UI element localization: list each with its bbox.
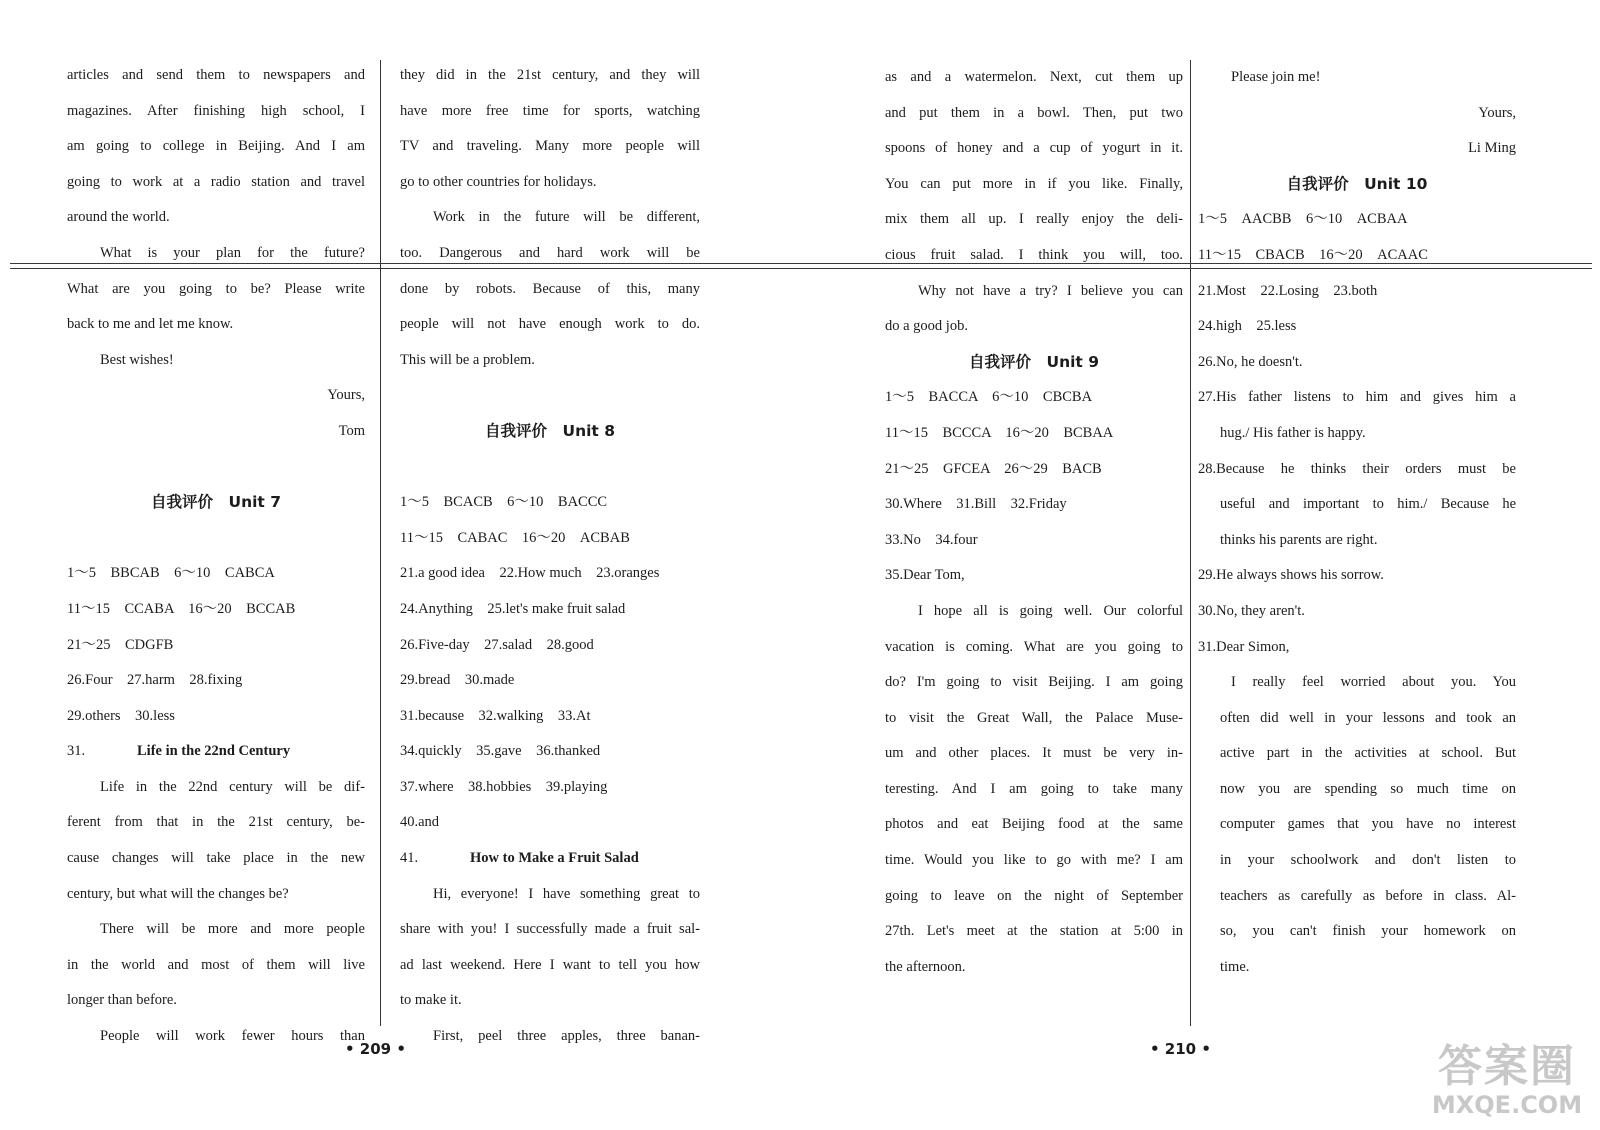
line-text: Yours,	[1478, 104, 1516, 121]
text-line	[67, 841, 365, 877]
text-line	[885, 452, 1183, 488]
line-text: 26.Four 27.harm 28.fixing	[67, 672, 243, 689]
column-1	[67, 58, 365, 1055]
text-line	[400, 485, 700, 521]
text-line	[400, 770, 700, 806]
line-text: How to Make a Fruit Salad	[470, 850, 639, 867]
line-text: photos and eat Beijing food at the same	[885, 816, 1183, 833]
text-line	[885, 736, 1183, 772]
line-text: go to other countries for holidays.	[400, 173, 597, 190]
line-text: 21.Most 22.Losing 23.both	[1198, 282, 1378, 299]
text-line	[67, 236, 365, 272]
line-text: 30.Where 31.Bill 32.Friday	[885, 496, 1067, 513]
line-text: 1～5 BCACB 6～10 BACCC	[400, 494, 608, 511]
line-text: cious fruit salad. I think you will, too.	[885, 246, 1183, 263]
line-text: century, but what will the changes be?	[67, 885, 289, 902]
question-number: 31.	[67, 743, 86, 760]
line-text: 11～15 CCABA 16～20 BCCAB	[67, 600, 296, 617]
line-text: 31.Dear Simon,	[1198, 638, 1290, 655]
line-text: often did well in your lessons and took an	[1220, 709, 1516, 726]
line-text: articles and send them to newspapers and	[67, 67, 365, 83]
section-heading	[400, 414, 700, 450]
text-line	[400, 521, 700, 557]
line-text: 1～5 AACBB 6～10 ACBAA	[1198, 211, 1408, 228]
line-text: What is your plan for the future?	[100, 244, 365, 261]
line-text: 21～25 CDGFB	[67, 636, 174, 653]
text-line	[1198, 380, 1516, 416]
line-text: magazines. After finishing high school, I	[67, 102, 365, 119]
text-line	[67, 948, 365, 984]
text-line	[885, 594, 1183, 630]
text-line	[67, 414, 365, 450]
line-text: cause changes will take place in the new	[67, 850, 365, 867]
line-text: time. Would you like to go with me? I am	[885, 852, 1183, 869]
line-text: the afternoon.	[885, 958, 966, 975]
text-line	[67, 699, 365, 735]
line-text: Best wishes!	[100, 351, 174, 368]
text-line	[67, 663, 365, 699]
line-text: This will be a problem.	[400, 351, 535, 368]
text-line	[885, 96, 1183, 132]
line-text: teachers as carefully as before in class. Al-	[1220, 887, 1516, 904]
text-line	[67, 770, 365, 806]
line-text: going to work at a radio station and travel	[67, 173, 365, 190]
text-line	[67, 556, 365, 592]
page-number-209: • 209 •	[345, 1040, 406, 1058]
line-text: back to me and let me know.	[67, 316, 234, 333]
line-text: and put them in a bowl. Then, put two	[885, 104, 1183, 121]
line-text: 29.others 30.less	[67, 707, 175, 724]
text-line	[1198, 452, 1516, 488]
text-line	[885, 309, 1183, 345]
text-line	[400, 236, 700, 272]
line-text: active part in the activities at school. But	[1220, 745, 1516, 762]
line-text: 28.Because he thinks their orders must be	[1198, 460, 1516, 477]
line-text: ad last weekend. Here I want to tell you how	[400, 956, 700, 973]
text-line	[1198, 843, 1516, 879]
line-text: TV and traveling. Many more people will	[400, 138, 700, 155]
line-text: 11～15 CBACB 16～20 ACAAC	[1198, 246, 1428, 263]
line-text: Please join me!	[1231, 69, 1321, 85]
text-line	[67, 272, 365, 308]
line-text: too. Dangerous and hard work will be	[400, 244, 700, 261]
text-line	[1198, 914, 1516, 950]
text-line	[400, 129, 700, 165]
text-line	[885, 274, 1183, 310]
line-text: 11～15 BCCCA 16～20 BCBAA	[885, 424, 1114, 441]
text-line	[400, 450, 700, 486]
text-line	[885, 487, 1183, 523]
text-line	[67, 450, 365, 486]
line-text: do a good job.	[885, 318, 968, 335]
text-line	[400, 592, 700, 628]
text-line	[67, 307, 365, 343]
text-line	[400, 912, 700, 948]
line-text: 11～15 CABAC 16～20 ACBAB	[400, 529, 630, 546]
line-text: Tom	[338, 422, 365, 439]
text-line	[1198, 701, 1516, 737]
line-text: 31.because 32.walking 33.At	[400, 707, 591, 724]
line-text: People will work fewer hours than	[100, 1028, 365, 1045]
text-line	[67, 165, 365, 201]
line-text: What are you going to be? Please write	[67, 280, 365, 297]
line-text: 27th. Let's meet at the station at 5:00 in	[885, 923, 1183, 940]
line-text: Life in the 22nd Century	[137, 743, 291, 760]
text-line	[885, 772, 1183, 808]
line-text: Life in the 22nd century will be dif-	[100, 778, 365, 795]
text-line	[1198, 345, 1516, 381]
text-line	[1198, 487, 1516, 523]
line-text: 29.bread 30.made	[400, 672, 515, 689]
line-text: to visit the Great Wall, the Palace Muse-	[885, 709, 1183, 726]
text-line	[400, 628, 700, 664]
line-text: as and a watermelon. Next, cut them up	[885, 69, 1183, 85]
text-line	[1198, 416, 1516, 452]
line-text: am going to college in Beijing. And I am	[67, 138, 365, 155]
text-line	[67, 200, 365, 236]
watermark-url: MXQE.COM	[1431, 1091, 1583, 1119]
line-text: 自我评价 Unit 7	[150, 493, 282, 512]
text-line	[67, 877, 365, 913]
section-heading	[67, 485, 365, 521]
line-text: so, you can't finish your homework on	[1220, 923, 1516, 940]
line-text: 24.Anything 25.let's make fruit salad	[400, 600, 626, 617]
watermark-logo: 答案圈	[1438, 1041, 1576, 1092]
line-text: spoons of honey and a cup of yogurt in it.	[885, 140, 1183, 157]
text-line	[400, 165, 700, 201]
text-line	[885, 807, 1183, 843]
text-line	[1198, 950, 1516, 986]
text-line	[885, 523, 1183, 559]
text-line	[67, 1019, 365, 1055]
text-line	[400, 699, 700, 735]
line-text: Work in the future will be different,	[433, 209, 700, 226]
line-text: I really feel worried about you. You	[1231, 674, 1516, 691]
line-text: 35.Dear Tom,	[885, 567, 965, 584]
text-line	[1198, 772, 1516, 808]
line-text: 26.Five-day 27.salad 28.good	[400, 636, 594, 653]
text-line	[400, 272, 700, 308]
column-3	[885, 60, 1183, 985]
line-text: in your schoolwork and don't listen to	[1220, 852, 1516, 869]
text-line	[400, 948, 700, 984]
line-text: 21.a good idea 22.How much 23.oranges	[400, 565, 660, 582]
text-line	[400, 556, 700, 592]
line-text: 24.high 25.less	[1198, 318, 1297, 335]
text-line	[885, 701, 1183, 737]
line-text: 自我评价 Unit 10	[1286, 174, 1428, 193]
text-line	[885, 914, 1183, 950]
section-heading	[885, 345, 1183, 381]
line-text: 40.and	[400, 814, 440, 831]
column-4	[1198, 60, 1516, 985]
text-line	[885, 131, 1183, 167]
line-text: First, peel three apples, three banan-	[433, 1028, 700, 1045]
line-text: 1～5 BACCA 6～10 CBCBA	[885, 389, 1093, 406]
line-text: hug./ His father is happy.	[1220, 424, 1366, 441]
line-text: 自我评价 Unit 8	[484, 421, 616, 440]
text-line	[885, 630, 1183, 666]
line-text: around the world.	[67, 209, 170, 226]
line-text: 29.He always shows his sorrow.	[1198, 567, 1384, 584]
line-text: um and other places. It must be very in-	[885, 745, 1183, 762]
line-text: now you are spending so much time on	[1220, 780, 1516, 797]
text-line	[1198, 630, 1516, 666]
scan-rule-bottom	[10, 268, 1592, 269]
column-2	[400, 58, 700, 1055]
line-text: I hope all is going well. Our colorful	[918, 602, 1183, 619]
question-number: 41.	[400, 850, 419, 867]
line-text: people will not have enough work to do.	[400, 316, 700, 333]
text-line	[885, 843, 1183, 879]
line-text: Li Ming	[1468, 140, 1516, 157]
line-text: 1～5 BBCAB 6～10 CABCA	[67, 565, 275, 582]
text-line	[885, 950, 1183, 986]
line-text: mix them all up. I really enjoy the deli-	[885, 211, 1183, 228]
line-text: going to leave on the night of September	[885, 887, 1183, 904]
text-line	[400, 877, 700, 913]
text-line	[1198, 131, 1516, 167]
text-line	[885, 665, 1183, 701]
text-line	[67, 94, 365, 130]
text-line	[67, 129, 365, 165]
line-text: 37.where 38.hobbies 39.playing	[400, 778, 608, 795]
text-line	[1198, 807, 1516, 843]
text-line	[1198, 879, 1516, 915]
text-line	[67, 912, 365, 948]
line-text: Yours,	[327, 387, 365, 404]
text-line	[400, 983, 700, 1019]
line-text: vacation is coming. What are you going to	[885, 638, 1183, 655]
column-divider-left	[380, 60, 381, 1026]
text-line	[67, 378, 365, 414]
line-text: Why not have a try? I believe you can	[918, 282, 1183, 299]
line-text: 21～25 GFCEA 26～29 BACB	[885, 460, 1102, 477]
text-line	[400, 378, 700, 414]
text-line	[1198, 665, 1516, 701]
text-line	[885, 558, 1183, 594]
text-line	[1198, 309, 1516, 345]
line-text: 30.No, they aren't.	[1198, 602, 1305, 619]
text-line	[885, 380, 1183, 416]
text-line	[400, 1019, 700, 1055]
text-line	[67, 343, 365, 379]
text-line	[400, 200, 700, 236]
line-text: time.	[1220, 958, 1250, 975]
line-text: There will be more and more people	[100, 921, 365, 938]
essay-title	[67, 734, 365, 770]
column-divider-right	[1190, 60, 1191, 1026]
line-text: thinks his parents are right.	[1220, 531, 1378, 548]
text-line	[67, 58, 365, 94]
line-text: in the world and most of them will live	[67, 956, 365, 973]
line-text: to make it.	[400, 992, 462, 1009]
page-number-210: • 210 •	[1150, 1040, 1211, 1058]
text-line	[1198, 523, 1516, 559]
text-line	[400, 343, 700, 379]
line-text: have more free time for sports, watching	[400, 102, 700, 119]
line-text: useful and important to him./ Because he	[1220, 496, 1516, 513]
watermark	[1418, 1043, 1596, 1127]
line-text: Hi, everyone! I have something great to	[433, 885, 700, 902]
text-line	[1198, 60, 1516, 96]
text-line	[885, 60, 1183, 96]
text-line	[400, 734, 700, 770]
text-line	[885, 879, 1183, 915]
line-text: share with you! I successfully made a fruit sal-	[400, 921, 700, 938]
text-line	[885, 416, 1183, 452]
line-text: 34.quickly 35.gave 36.thanked	[400, 743, 601, 760]
line-text: longer than before.	[67, 992, 177, 1009]
text-line	[400, 805, 700, 841]
text-line	[1198, 96, 1516, 132]
line-text: 33.No 34.four	[885, 531, 978, 548]
line-text: computer games that you have no interest	[1220, 816, 1516, 833]
line-text: 自我评价 Unit 9	[968, 352, 1100, 371]
text-line	[1198, 558, 1516, 594]
text-line	[1198, 202, 1516, 238]
text-line	[1198, 594, 1516, 630]
line-text: 27.His father listens to him and gives him a	[1198, 389, 1516, 406]
line-text: they did in the 21st century, and they will	[400, 67, 700, 83]
text-line	[885, 202, 1183, 238]
text-line	[400, 58, 700, 94]
line-text: You can put more in if you like. Finally,	[885, 175, 1183, 192]
text-line	[1198, 274, 1516, 310]
line-text: do? I'm going to visit Beijing. I am going	[885, 674, 1183, 691]
text-line	[885, 167, 1183, 203]
section-heading	[1198, 167, 1516, 203]
line-text: done by robots. Because of this, many	[400, 280, 700, 297]
text-line	[67, 592, 365, 628]
line-text: ferent from that in the 21st century, be-	[67, 814, 365, 831]
text-line	[67, 628, 365, 664]
text-line	[400, 663, 700, 699]
scan-rule-top	[10, 263, 1592, 264]
text-line	[67, 805, 365, 841]
text-line	[67, 521, 365, 557]
text-line	[400, 307, 700, 343]
text-line	[400, 94, 700, 130]
essay-title	[400, 841, 700, 877]
line-text: teresting. And I am going to take many	[885, 780, 1183, 797]
text-line	[67, 983, 365, 1019]
line-text: 26.No, he doesn't.	[1198, 353, 1303, 370]
text-line	[1198, 736, 1516, 772]
